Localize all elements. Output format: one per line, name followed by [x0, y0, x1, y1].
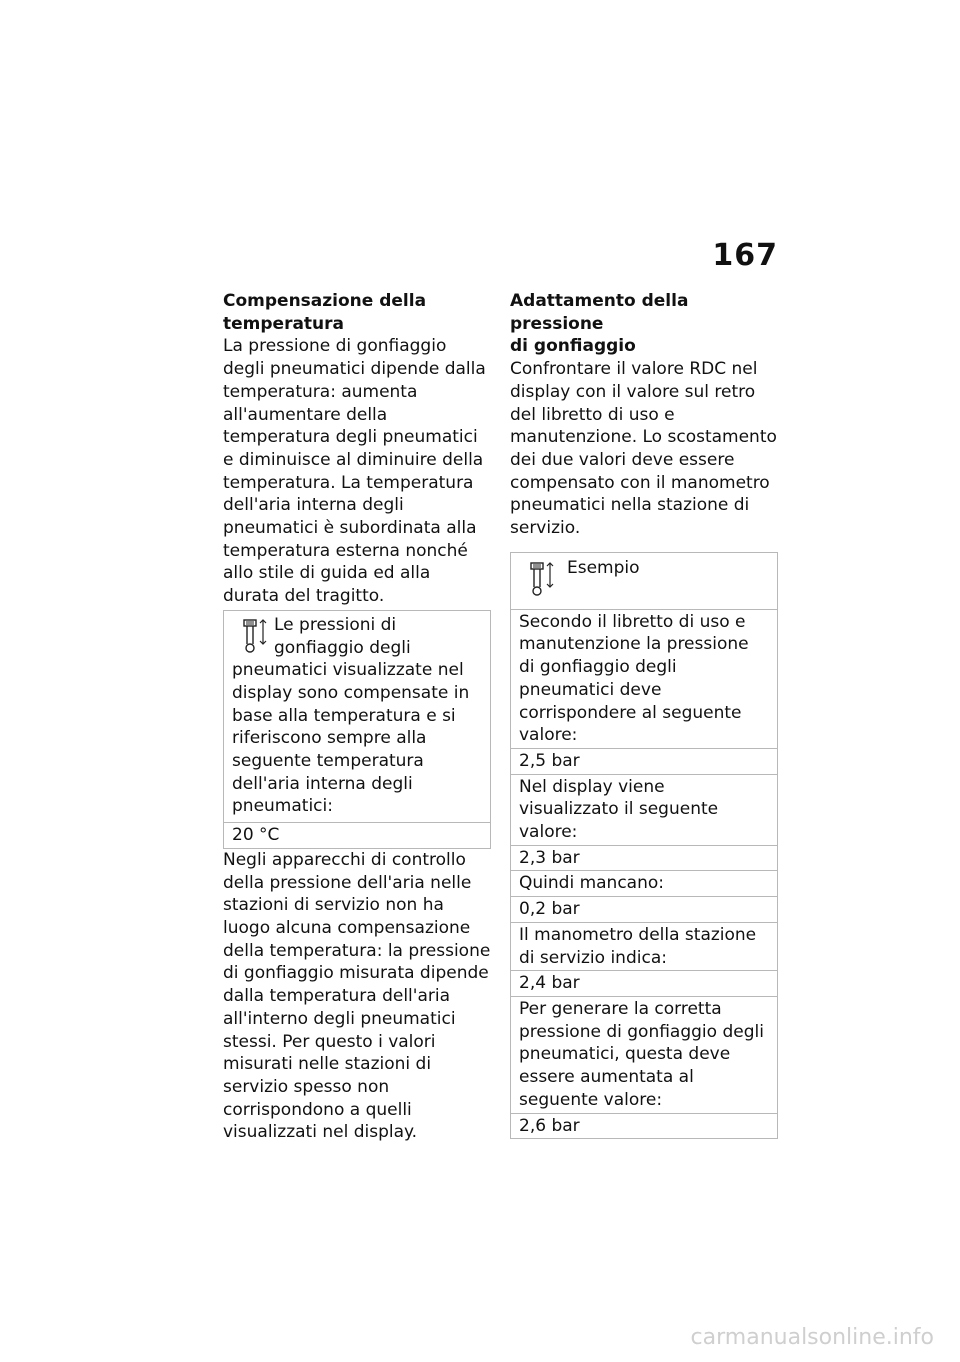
note-box — [223, 610, 491, 849]
right-column — [510, 290, 778, 1139]
example-row: Secondo il libretto di uso e manutenzione la pressione di gonfiaggio degli pneumatici deve corrispondere al seguente valore: — [511, 609, 777, 748]
heading-line-2: temperatura — [223, 313, 345, 334]
example-box — [510, 552, 778, 1139]
tire-pressure-example-icon — [519, 557, 559, 601]
note-row — [224, 611, 490, 822]
example-row: 2,5 bar — [511, 748, 777, 774]
intro-paragraph: Confrontare il valore RDC nel display con il valore sul retro del libretto di uso e manutenzione. Lo scostamento dei due valori deve essere compensato con il manometro pneumatici nella stazione di servizio. — [510, 359, 777, 539]
intro-paragraph: La pressione di gonfiaggio degli pneumatici dipende dalla temperatura: aumenta all'aumentare della temperatura degli pneumatici e diminuisce al diminuire della temperatura. La temperatura dell'aria interna degli pneumatici è subordinata alla temperatura esterna nonché allo stile di guida ed alla durata del tragitto. — [223, 336, 486, 607]
example-row: 0,2 bar — [511, 896, 777, 922]
page-number: 167 — [712, 238, 778, 273]
section-heading-pressure — [510, 290, 778, 358]
heading-line-1: Adattamento della pressione — [510, 291, 689, 334]
example-header-row — [511, 553, 777, 609]
left-column — [223, 290, 491, 1144]
section-heading-temperature — [223, 290, 491, 335]
example-row: 2,3 bar — [511, 845, 777, 871]
example-row: Per generare la corretta pressione di gonfiaggio degli pneumatici, questa deve essere aumentata al seguente valore: — [511, 996, 777, 1113]
body-paragraph: Negli apparecchi di controllo della pressione dell'aria nelle stazioni di servizio non ha luogo alcuna compensazione della temperatura: la pressione di gonfiaggio misurata dipende dalla temperatura dell'aria all'interno degli pneumatici stessi. Per questo i valori misurati nelle stazioni di servizio spesso non corrispondono a quelli visualizzati nel display. — [223, 849, 491, 1143]
example-title: Esempio — [567, 557, 640, 578]
note-value-row: 20 °C — [224, 822, 490, 848]
heading-line-2: di gonfiaggio — [510, 336, 636, 357]
example-row: Nel display viene visualizzato il seguente valore: — [511, 774, 777, 845]
example-row: 2,6 bar — [511, 1113, 777, 1139]
watermark: carmanualsonline.info — [690, 1325, 934, 1350]
example-row: Il manometro della stazione di servizio indica: — [511, 922, 777, 970]
example-row: 2,4 bar — [511, 970, 777, 996]
heading-line-1: Compensazione della — [223, 291, 427, 311]
tire-pressure-note-icon — [232, 614, 272, 658]
example-row: Quindi mancano: — [511, 870, 777, 896]
note-text: Le pressioni di gonfiaggio degli pneumatici visualizzate nel display sono compensate in base alla temperatura e si riferiscono sempre alla seguente temperatura dell'aria interna degli pneumatici: — [232, 614, 470, 817]
